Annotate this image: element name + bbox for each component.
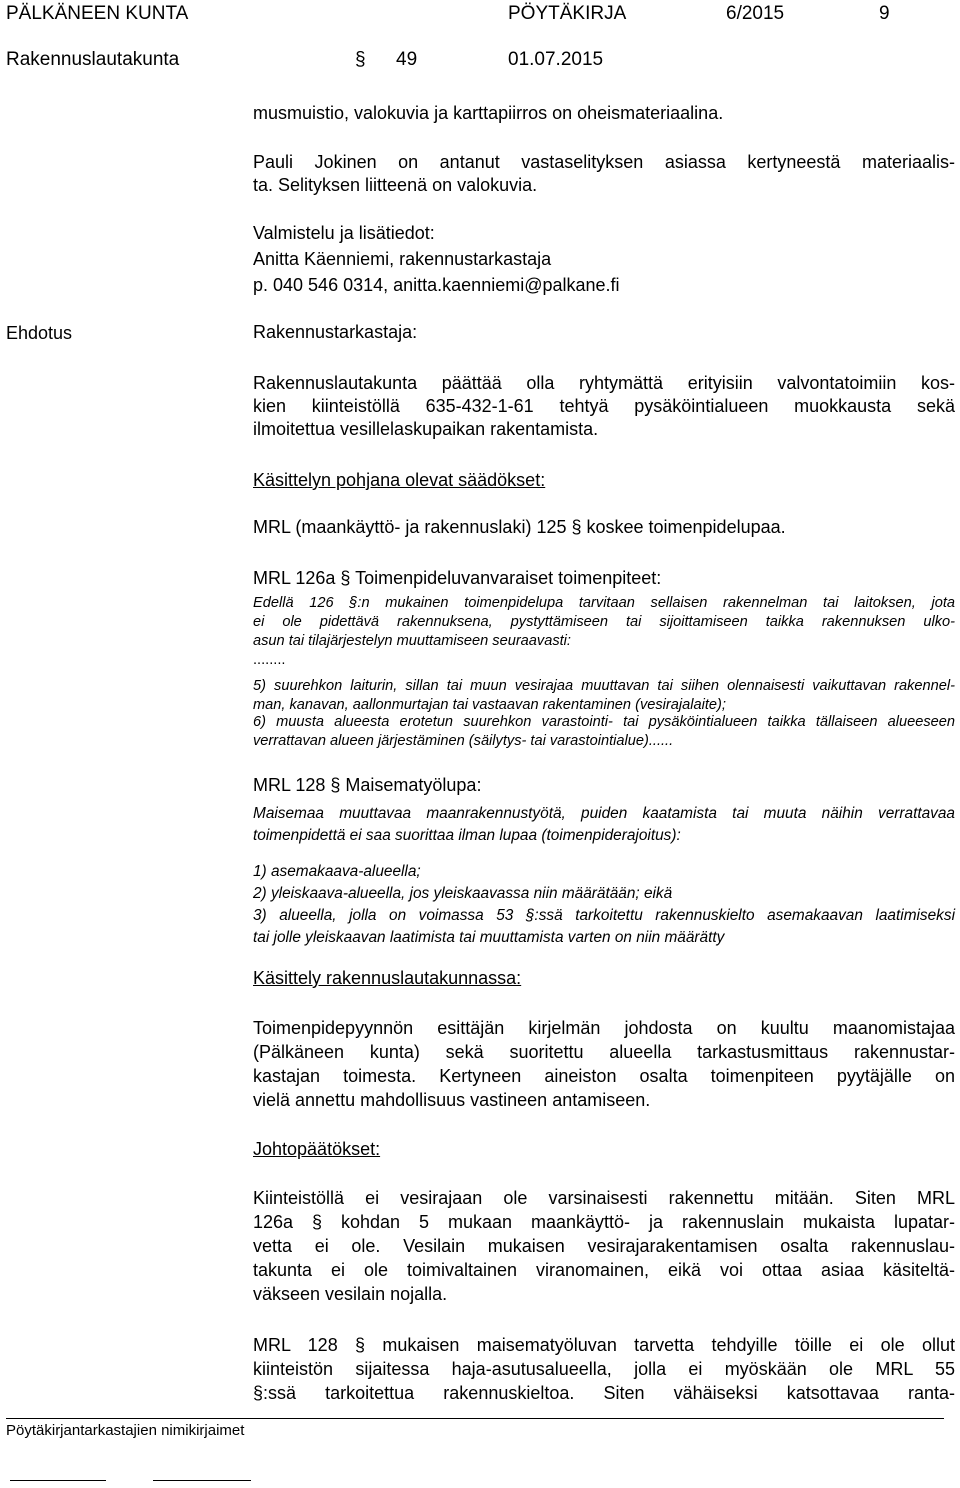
landscape-line: kiinteistön sijaitessa haja-asutusalueella, jolla ei myöskään ole MRL 55 [253,1359,955,1379]
mrl128-line: Maisemaa muuttavaa maanrakennustyötä, puiden kaatamista tai muuta näihin verrattavaa [253,805,955,822]
conclusions-paragraph [253,1186,955,1306]
board-line: Toimenpidepyynnön esittäjän kirjelmän johdosta on kuultu maanomistajaa [253,1018,955,1038]
section-symbol: § [355,49,366,70]
board-heading: Käsittely rakennuslautakunnassa: [253,968,522,988]
page-number: 9 [879,3,890,24]
response-paragraph [253,151,955,197]
conclusions-line: 126a § kohdan 5 mukaan maankäyttö- ja rakennuslain mukaista lupatar- [253,1212,955,1232]
landscape-line: §:ssä tarkoitettua rakennuskieltoa. Siten vähäiseksi katsottavaa ranta- [253,1383,955,1403]
mrl126a-item5-line: man, kanavan, aallonmurtajan tai vastaavan rakentaminen (vesirajalaite); [253,697,726,713]
document-number: 6/2015 [726,3,785,24]
mrl128-item: 1) asemakaava-alueella; [253,863,421,880]
mrl128-items [253,861,955,949]
footer-rule [6,1418,944,1419]
mrl128-heading: MRL 128 § Maisematyölupa: [253,775,482,795]
response-line: Pauli Jokinen on antanut vastaselityksen asiassa kertyneestä materiaalis- [253,152,955,172]
preparer-label: Valmistelu ja lisätiedot: [253,223,435,243]
committee-name: Rakennuslautakunta [6,49,180,70]
mrl126a-line: asun tai tilajärjestelyn muuttamiseen seuraavasti: [253,633,571,649]
signature-line-2 [153,1480,251,1481]
conclusions-heading: Johtopäätökset: [253,1139,381,1159]
mrl126a-line: Edellä 126 §:n mukainen toimenpidelupa tarvitaan sellaisen rakennelman tai laitoksen, jota [253,595,955,611]
mrl126a-item5-line: 5) suurehkon laiturin, sillan tai muun vesirajaa muuttavan tai siihen olennaisesti vaikuttavan rakennel- [253,678,955,694]
regulations-heading: Käsittelyn pohjana olevat säädökset: [253,470,546,490]
document-type: PÖYTÄKIRJA [508,3,627,24]
mrl128-line: toimenpidettä ei saa suorittaa ilman lupaa (toimenpiderajoitus): [253,827,681,844]
board-paragraph [253,1016,955,1112]
preparer-contact: p. 040 546 0314, anitta.kaenniemi@palkane.fi [253,275,620,295]
response-line: ta. Selityksen liitteenä on valokuvia. [253,175,538,195]
conclusions-line: Kiinteistöllä ei vesirajaan ole varsinaisesti rakennettu mitään. Siten MRL [253,1188,955,1208]
landscape-paragraph [253,1333,955,1405]
board-line: (Pälkäneen kunta) sekä suoritettu alueella tarkastusmittaus rakennustar- [253,1042,955,1062]
mrl125-line: MRL (maankäyttö- ja rakennuslaki) 125 § koskee toimenpidelupaa. [253,517,786,537]
mrl126a-item6-line: 6) muusta alueesta erotetun suurehkon varastointi- tai pysäköintialueen taikka tällaiseen alueeseen [253,714,955,730]
signature-line-1 [10,1480,106,1481]
mrl126a-item-6 [253,713,955,751]
mrl128-item: 2) yleiskaava-alueella, jos yleiskaavassa niin määrätään; eikä [253,885,673,902]
mrl126a-heading: MRL 126a § Toimenpideluvanvaraiset toimenpiteet: [253,568,662,588]
meeting-date: 01.07.2015 [508,49,604,70]
conclusions-line: vetta ei ole. Vesilain mukaisen vesirajarakentamisen osalta rakennuslau- [253,1236,955,1256]
proposal-line: kien kiinteistöllä 635-432-1-61 tehtyä pysäköintialueen muokkausta sekä [253,396,955,416]
mrl126a-item6-line: verrattavan alueen järjestäminen (säilytys- tai varastointialue)...... [253,733,674,749]
mrl128-item: 3) alueella, jolla on voimassa 53 §:ssä tarkoitettu rakennuskielto asemakaavan laatimiseksi [253,907,955,924]
signatures-label: Pöytäkirjantarkastajien nimikirjaimet [6,1422,245,1439]
municipality-name: PÄLKÄNEEN KUNTA [6,3,189,24]
section-number: 49 [396,49,418,70]
mrl126a-item-5 [253,677,955,715]
proposal-line: Rakennuslautakunta päättää olla ryhtymättä erityisiin valvontatoimiin kos- [253,373,955,393]
conclusions-line: takunta ei ole toimivaltainen viranomainen, eikä voi ottaa asiaa käsiteltä- [253,1260,955,1280]
board-line: kastajan toimesta. Kertyneen aineiston osalta toimenpiteen pyytäjälle on [253,1066,955,1086]
mrl126a-line: ei ole pidettävä rakennuksena, pystyttämiseen tai sijoittamiseen taikka rakennuksen ulko- [253,614,955,630]
board-line: vielä annettu mahdollisuus vastineen antamiseen. [253,1090,651,1110]
proposal-paragraph [253,372,955,441]
proposal-side-label: Ehdotus [6,323,73,343]
attachments-line: musmuistio, valokuvia ja karttapiirros on oheismateriaalina. [253,103,724,123]
mrl128-item: tai jolle yleiskaavan laatimista tai muuttamista varten on niin määrätty [253,929,725,946]
mrl128-text [253,803,955,847]
mrl126a-line: ........ [253,652,286,668]
landscape-line: MRL 128 § mukaisen maisematyöluvan tarvetta tehdyille töille ei ole ollut [253,1335,955,1355]
preparer-name: Anitta Käenniemi, rakennustarkastaja [253,249,552,269]
proposal-by: Rakennustarkastaja: [253,322,418,342]
proposal-line: ilmoitettua vesillelaskupaikan rakentamista. [253,419,599,439]
conclusions-line: väkseen vesilain nojalla. [253,1284,448,1304]
mrl126a-text [253,594,955,670]
